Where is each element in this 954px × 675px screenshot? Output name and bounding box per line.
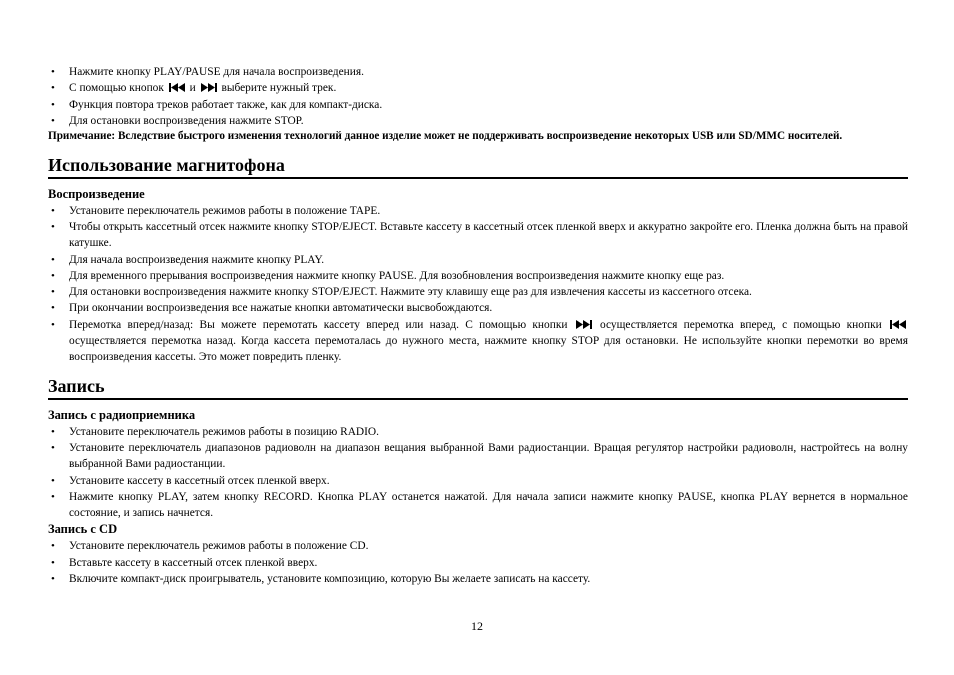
skip-previous-icon [890, 320, 906, 329]
list-item: • Для временного прерывания воспроизведения нажмите кнопку PAUSE. Для возобновления воспроизведения нажмите кнопку еще раз. [48, 268, 908, 284]
bullet: • [51, 540, 55, 553]
bullet: • [51, 82, 55, 95]
list-item: • Установите переключатель диапазонов радиоволн на диапазон вещания выбранной Вами радиостанции. Вращая регулятор настройки радиоволн, настройтесь на волну выбранной Вами радиостанции. [51, 441, 908, 471]
document-page [48, 64, 908, 587]
list-item: • С помощью кнопок и выберите нужный трек. [48, 80, 908, 96]
list-item: • Вставьте кассету в кассетный отсек пленкой вверх. [48, 555, 908, 571]
subheading-playback: Воспроизведение [48, 186, 145, 201]
usb-playback-list [48, 64, 908, 129]
list-item: • Для начала воспроизведения нажмите кнопку PLAY. [48, 252, 908, 268]
bullet: • [51, 302, 55, 315]
list-item: • Нажмите кнопку PLAY/PAUSE для начала воспроизведения. [48, 64, 908, 80]
list-item: • Перемотка вперед/назад: Вы можете перемотать кассету вперед или назад. С помощью кнопки осуществляется перемотка вперед, с помощью кнопки осуществляется перемотка назад. Когда кассета перемоталась до нужного места, нажмите кнопку STOP для остановки. Не используйте кнопки перемотки во время воспроизведения кассеты. Это может повредить пленку. [51, 318, 908, 364]
list-item: • Для остановки воспроизведения нажмите STOP. [48, 113, 908, 129]
list-item: • Включите компакт-диск проигрыватель, установите композицию, которую Вы желаете записать на кассету. [48, 571, 908, 587]
cd-recording-list [48, 538, 908, 587]
bullet: • [51, 253, 55, 266]
bullet: • [51, 286, 55, 299]
bullet: • [51, 425, 55, 438]
skip-previous-icon [169, 83, 185, 92]
skip-next-icon [576, 320, 592, 329]
bullet: • [51, 66, 55, 78]
bullet: • [51, 114, 55, 127]
bullet: • [51, 98, 55, 111]
bullet: • [51, 573, 55, 586]
section-title-tape: Использование магнитофона [48, 154, 908, 179]
section-title-recording: Запись [48, 375, 908, 400]
list-item: • Для остановки воспроизведения нажмите кнопку STOP/EJECT. Нажмите эту клавишу еще раз для извлечения кассеты из кассетного отсека. [48, 284, 908, 300]
bullet: • [51, 556, 55, 569]
list-item: • Установите кассету в кассетный отсек пленкой вверх. [48, 473, 908, 489]
subheading-radio-recording: Запись с радиоприемника [48, 407, 196, 422]
list-item: • Установите переключатель режимов работы в положение TAPE. [48, 203, 908, 219]
skip-next-icon [201, 83, 217, 92]
radio-recording-list [48, 424, 908, 522]
subheading-cd-recording: Запись с CD [48, 522, 118, 537]
bullet: • [51, 474, 55, 487]
bullet: • [51, 269, 55, 282]
tape-playback-list [48, 203, 908, 366]
bullet: • [51, 441, 55, 454]
list-item: • Нажмите кнопку PLAY, затем кнопку RECORD. Кнопка PLAY останется нажатой. Для начала записи нажмите кнопку PAUSE, кнопка PLAY вернется в нормальное состояние, и запись начнется. [51, 490, 908, 520]
bullet: • [51, 204, 55, 217]
list-item: • Установите переключатель режимов работы в позицию RADIO. [48, 424, 908, 440]
list-item: • При окончании воспроизведения все нажатые кнопки автоматически высвобождаются. [48, 300, 908, 316]
bullet: • [51, 490, 55, 503]
page-number: 12 [471, 619, 483, 633]
bullet: • [51, 318, 55, 331]
list-item: • Функция повтора треков работает также, как для компакт-диска. [48, 97, 908, 113]
list-item: • Установите переключатель режимов работы в положение CD. [48, 538, 908, 554]
list-item: • Чтобы открыть кассетный отсек нажмите кнопку STOP/EJECT. Вставьте кассету в кассетный отсек пленкой вверх и аккуратно закройте его. Пленка должна быть на правой катушке. [51, 220, 908, 250]
bullet: • [51, 220, 55, 233]
compatibility-note: Примечание: Вследствие быстрого изменения технологий данное изделие может не поддерживать воспроизведение некоторых USB или SD/MMC носителей. [48, 130, 843, 143]
